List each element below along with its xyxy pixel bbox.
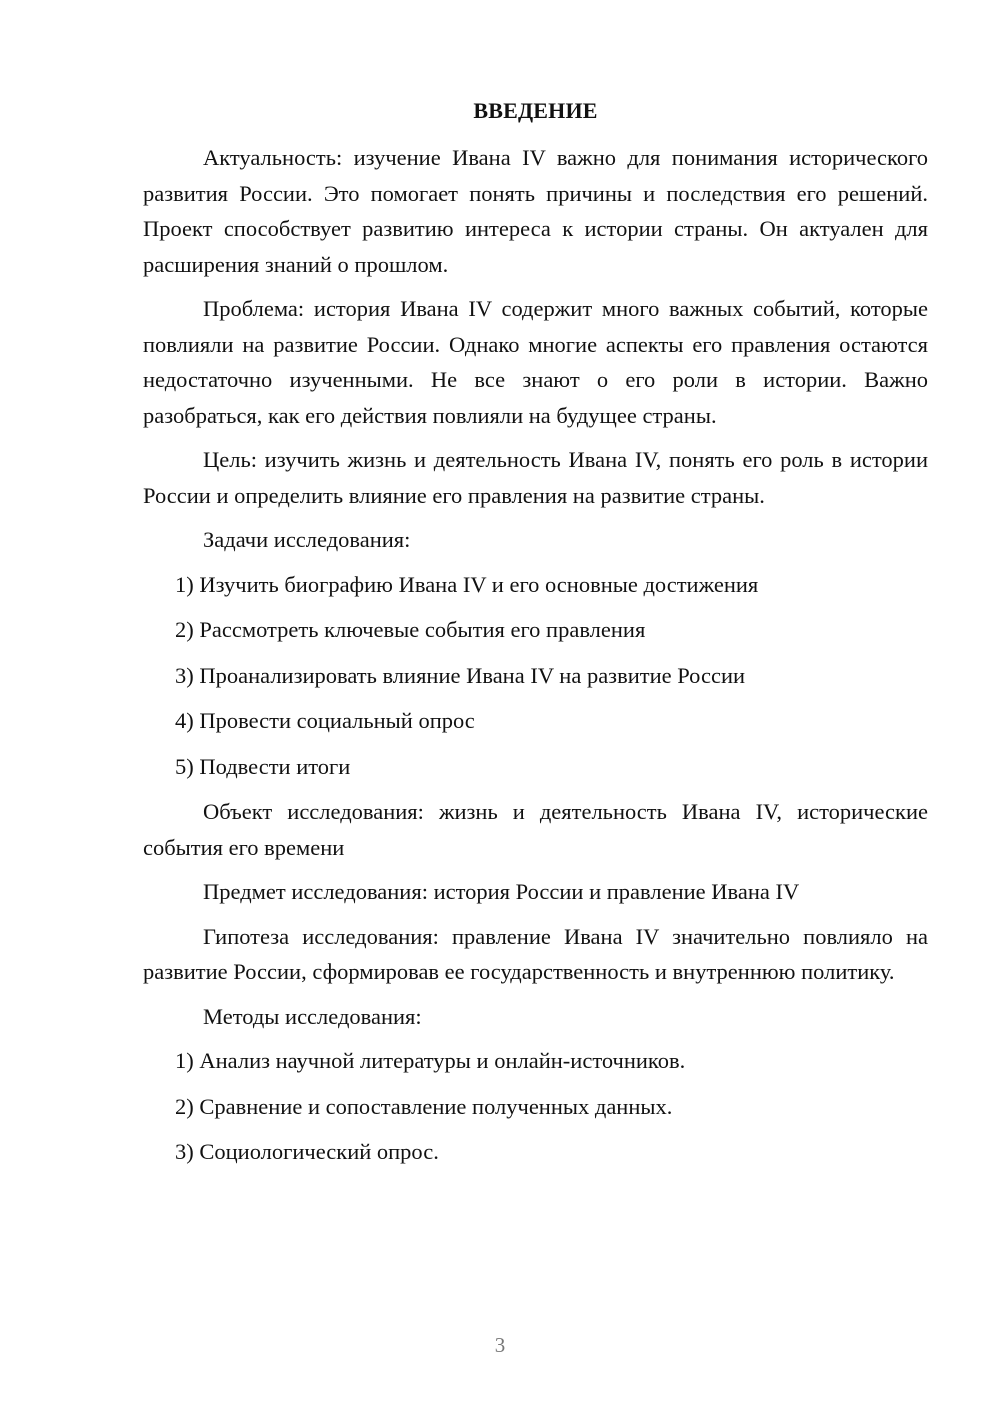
paragraph-object: Объект исследования: жизнь и деятельность Ивана IV, исторические события его времени bbox=[143, 799, 928, 860]
paragraph-problem: Проблема: история Ивана IV содержит много важных событий, которые повлияли на развитие России. Однако многие аспекты его правления остаются недостаточно изученными. Не все знают о его роли в истории. Важно разобраться, как его действия повлияли на будущее страны. bbox=[143, 296, 928, 428]
list-item: 4) Провести социальный опрос bbox=[175, 708, 475, 733]
list-item: 1) Анализ научной литературы и онлайн-источников. bbox=[175, 1048, 686, 1073]
paragraph-relevance: Актуальность: изучение Ивана IV важно для понимания исторического развития России. Это помогает понять причины и последствия его решений. Проект способствует развитию интереса к истории страны. Он актуален для расширения знаний о прошлом. bbox=[143, 145, 928, 277]
page-title: ВВЕДЕНИЕ bbox=[473, 98, 598, 123]
list-item: 2) Рассмотреть ключевые события его правления bbox=[175, 617, 646, 642]
paragraph-goal: Цель: изучить жизнь и деятельность Ивана IV, понять его роль в истории России и определить влияние его правления на развитие страны. bbox=[143, 447, 928, 508]
list-item: 2) Сравнение и сопоставление полученных данных. bbox=[175, 1093, 673, 1119]
paragraph-hypothesis: Гипотеза исследования: правление Ивана IV значительно повлияло на развитие России, сформировав ее государственность и внутреннюю политику. bbox=[143, 923, 928, 984]
methods-list bbox=[143, 1043, 928, 1170]
tasks-heading: Задачи исследования: bbox=[203, 527, 411, 552]
paragraph-subject: Предмет исследования: история России и правление Ивана IV bbox=[203, 879, 800, 904]
page-number: 3 bbox=[494, 1333, 506, 1357]
list-item: 1) Изучить биографию Ивана IV и его основные достижения bbox=[175, 571, 759, 597]
list-item: 3) Проанализировать влияние Ивана IV на развитие России bbox=[175, 662, 746, 688]
tasks-list bbox=[143, 567, 928, 785]
list-item: 5) Подвести итоги bbox=[175, 753, 351, 779]
document-page bbox=[143, 94, 928, 1180]
methods-heading: Методы исследования: bbox=[203, 1003, 422, 1029]
list-item: 3) Социологический опрос. bbox=[175, 1139, 439, 1164]
